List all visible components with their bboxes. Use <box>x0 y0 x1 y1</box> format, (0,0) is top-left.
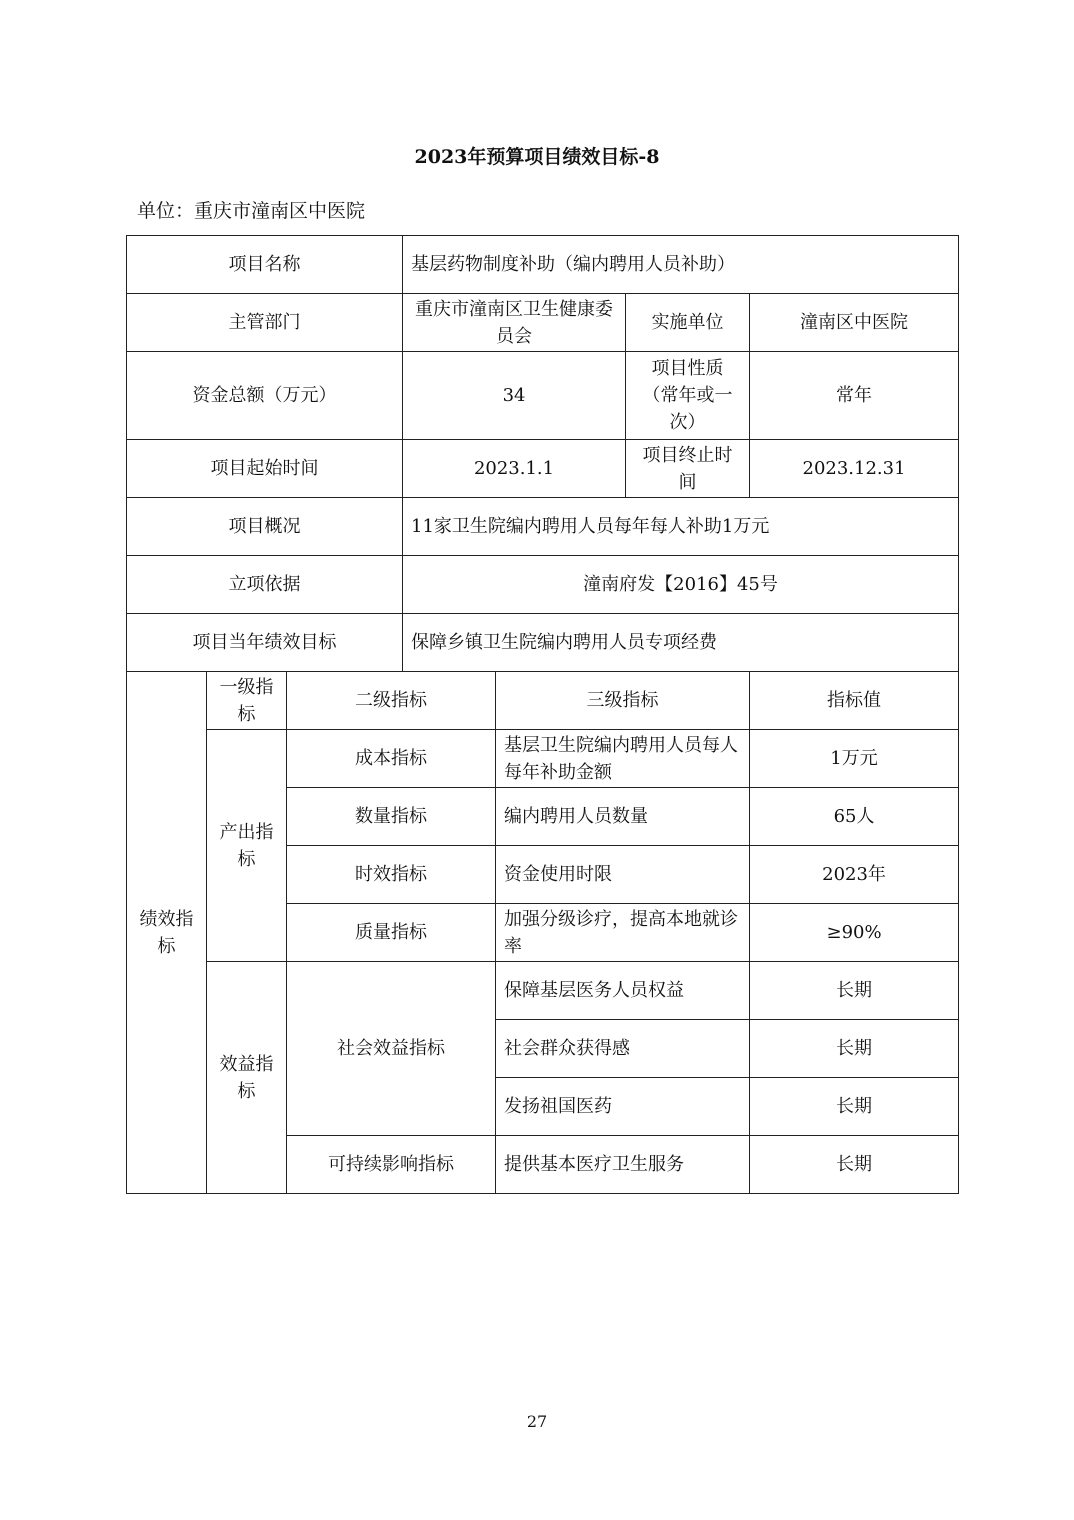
document-title: 2023年预算项目绩效目标-8 <box>414 146 660 168</box>
fund-value: 34 <box>403 352 626 440</box>
value-cell: 1万元 <box>750 730 959 788</box>
project-name-label: 项目名称 <box>127 236 403 294</box>
value-cell: 长期 <box>750 1136 959 1194</box>
dept-label: 主管部门 <box>127 294 403 352</box>
level3-cell: 发扬祖国医药 <box>496 1078 750 1136</box>
overview-label: 项目概况 <box>127 498 403 556</box>
level1-header: 一级指标 <box>207 672 287 730</box>
value-header: 指标值 <box>750 672 959 730</box>
value-cell: 长期 <box>750 1078 959 1136</box>
start-label: 项目起始时间 <box>127 440 403 498</box>
indicator-header-row <box>127 672 959 730</box>
row-goal <box>127 614 959 672</box>
indicator-row <box>127 730 959 788</box>
row-overview <box>127 498 959 556</box>
row-department <box>127 294 959 352</box>
level3-cell: 社会群众获得感 <box>496 1020 750 1078</box>
fund-label: 资金总额（万元） <box>127 352 403 440</box>
level2-cell: 时效指标 <box>287 846 496 904</box>
impl-label: 实施单位 <box>626 294 750 352</box>
benefit-indicator-label: 效益指标 <box>207 962 287 1194</box>
level3-cell: 提供基本医疗卫生服务 <box>496 1136 750 1194</box>
value-cell: 65人 <box>750 788 959 846</box>
row-basis <box>127 556 959 614</box>
page-number: 27 <box>526 1412 548 1431</box>
value-cell: 长期 <box>750 1020 959 1078</box>
start-value: 2023.1.1 <box>403 440 626 498</box>
end-value: 2023.12.31 <box>750 440 959 498</box>
level2-cell: 质量指标 <box>287 904 496 962</box>
basis-value: 潼南府发【2016】45号 <box>403 556 959 614</box>
level3-cell: 编内聘用人员数量 <box>496 788 750 846</box>
dept-value: 重庆市潼南区卫生健康委员会 <box>403 294 626 352</box>
level2-cell: 社会效益指标 <box>287 962 496 1136</box>
level3-cell: 保障基层医务人员权益 <box>496 962 750 1020</box>
performance-table <box>126 235 959 1194</box>
value-cell: 长期 <box>750 962 959 1020</box>
output-indicator-label: 产出指标 <box>207 730 287 962</box>
level2-cell: 可持续影响指标 <box>287 1136 496 1194</box>
nature-value: 常年 <box>750 352 959 440</box>
goal-value: 保障乡镇卫生院编内聘用人员专项经费 <box>403 614 959 672</box>
row-project-name <box>127 236 959 294</box>
goal-label: 项目当年绩效目标 <box>127 614 403 672</box>
level2-header: 二级指标 <box>287 672 496 730</box>
value-cell: ≥90% <box>750 904 959 962</box>
level3-cell: 资金使用时限 <box>496 846 750 904</box>
row-period <box>127 440 959 498</box>
level3-header: 三级指标 <box>496 672 750 730</box>
indicator-row <box>127 962 959 1020</box>
row-fund <box>127 352 959 440</box>
overview-value: 11家卫生院编内聘用人员每年每人补助1万元 <box>403 498 959 556</box>
level3-cell: 基层卫生院编内聘用人员每人每年补助金额 <box>496 730 750 788</box>
level2-cell: 数量指标 <box>287 788 496 846</box>
end-label: 项目终止时间 <box>626 440 750 498</box>
indicator-group-label: 绩效指标 <box>127 672 207 1194</box>
project-name-value: 基层药物制度补助（编内聘用人员补助） <box>403 236 959 294</box>
nature-label: 项目性质（常年或一次） <box>626 352 750 440</box>
level2-cell: 成本指标 <box>287 730 496 788</box>
level3-cell: 加强分级诊疗，提高本地就诊率 <box>496 904 750 962</box>
basis-label: 立项依据 <box>127 556 403 614</box>
unit-label: 单位：重庆市潼南区中医院 <box>137 200 366 222</box>
impl-value: 潼南区中医院 <box>750 294 959 352</box>
value-cell: 2023年 <box>750 846 959 904</box>
